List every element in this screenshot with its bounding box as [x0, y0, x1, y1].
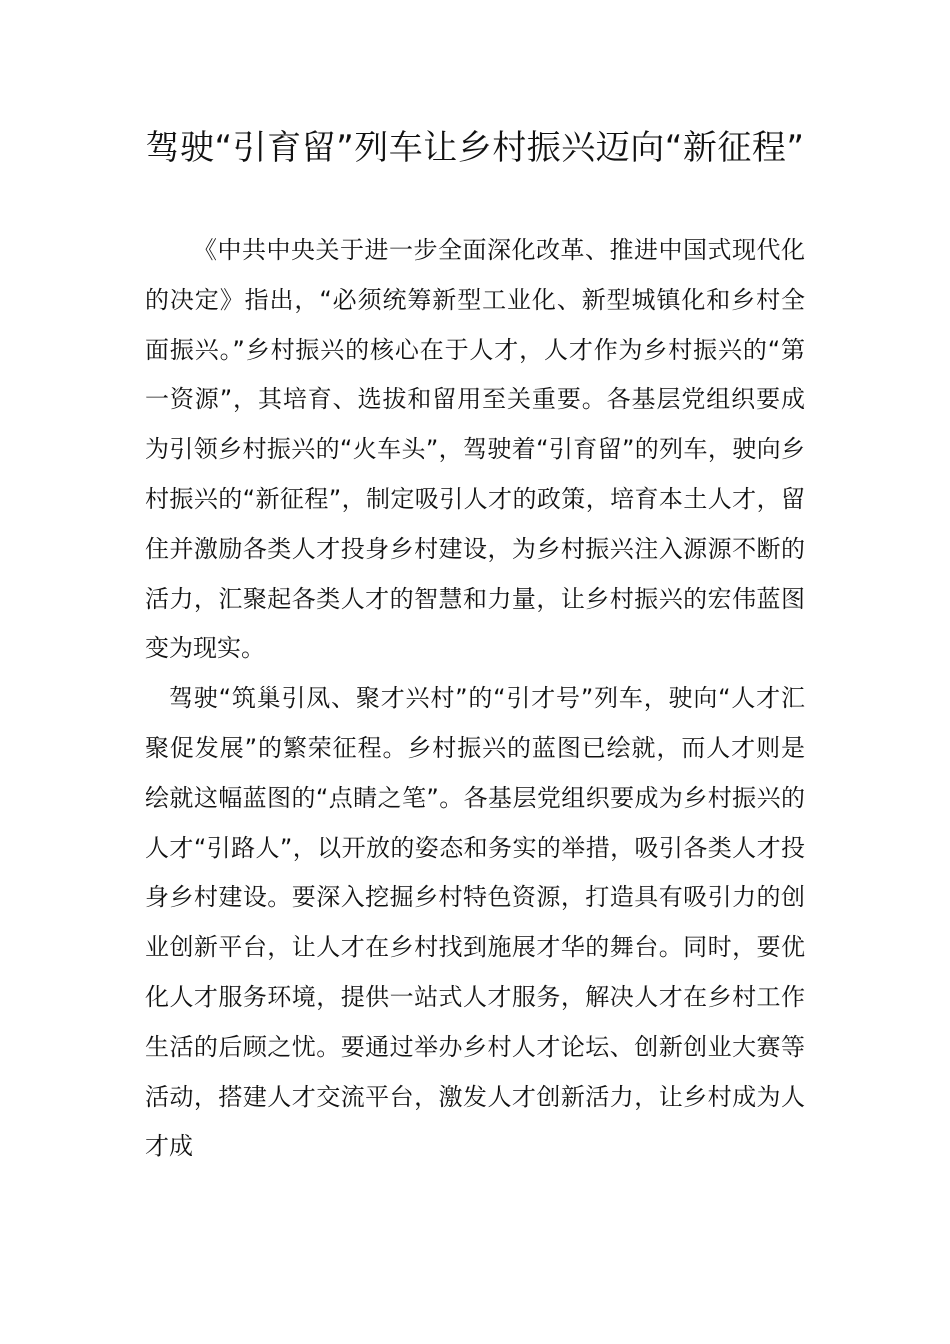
document-title: 驾驶“引育留”列车让乡村振兴迈向“新征程”	[145, 128, 805, 168]
paragraph-1: 《中共中央关于进一步全面深化改革、推进中国式现代化的决定》指出，“必须统筹新型工业化、新型城镇化和乡村全面振兴。”乡村振兴的核心在于人才，人才作为乡村振兴的“第一资源”，其培育、选拔和留用至关重要。各基层党组织要成为引领乡村振兴的“火车头”，驾驶着“引育留”的列车，驶向乡村振兴的“新征程”，制定吸引人才的政策，培育本土人才，留住并激励各类人才投身乡村建设，为乡村振兴注入源源不断的活力，汇聚起各类人才的智慧和力量，让乡村振兴的宏伟蓝图变为现实。	[145, 236, 805, 663]
document-body	[145, 226, 805, 1172]
paragraph-2: 驾驶“筑巢引凤、聚才兴村”的“引才号”列车，驶向“人才汇聚促发展”的繁荣征程。乡村振兴的蓝图已绘就，而人才则是绘就这幅蓝图的“点睛之笔”。各基层党组织要成为乡村振兴的人才“引路人”，以开放的姿态和务实的举措，吸引各类人才投身乡村建设。要深入挖掘乡村特色资源，打造具有吸引力的创业创新平台，让人才在乡村找到施展才华的舞台。同时，要优化人才服务环境，提供一站式人才服务，解决人才在乡村工作生活的后顾之忧。要通过举办乡村人才论坛、创新创业大赛等活动，搭建人才交流平台，激发人才创新活力，让乡村成为人才成	[145, 684, 805, 1161]
